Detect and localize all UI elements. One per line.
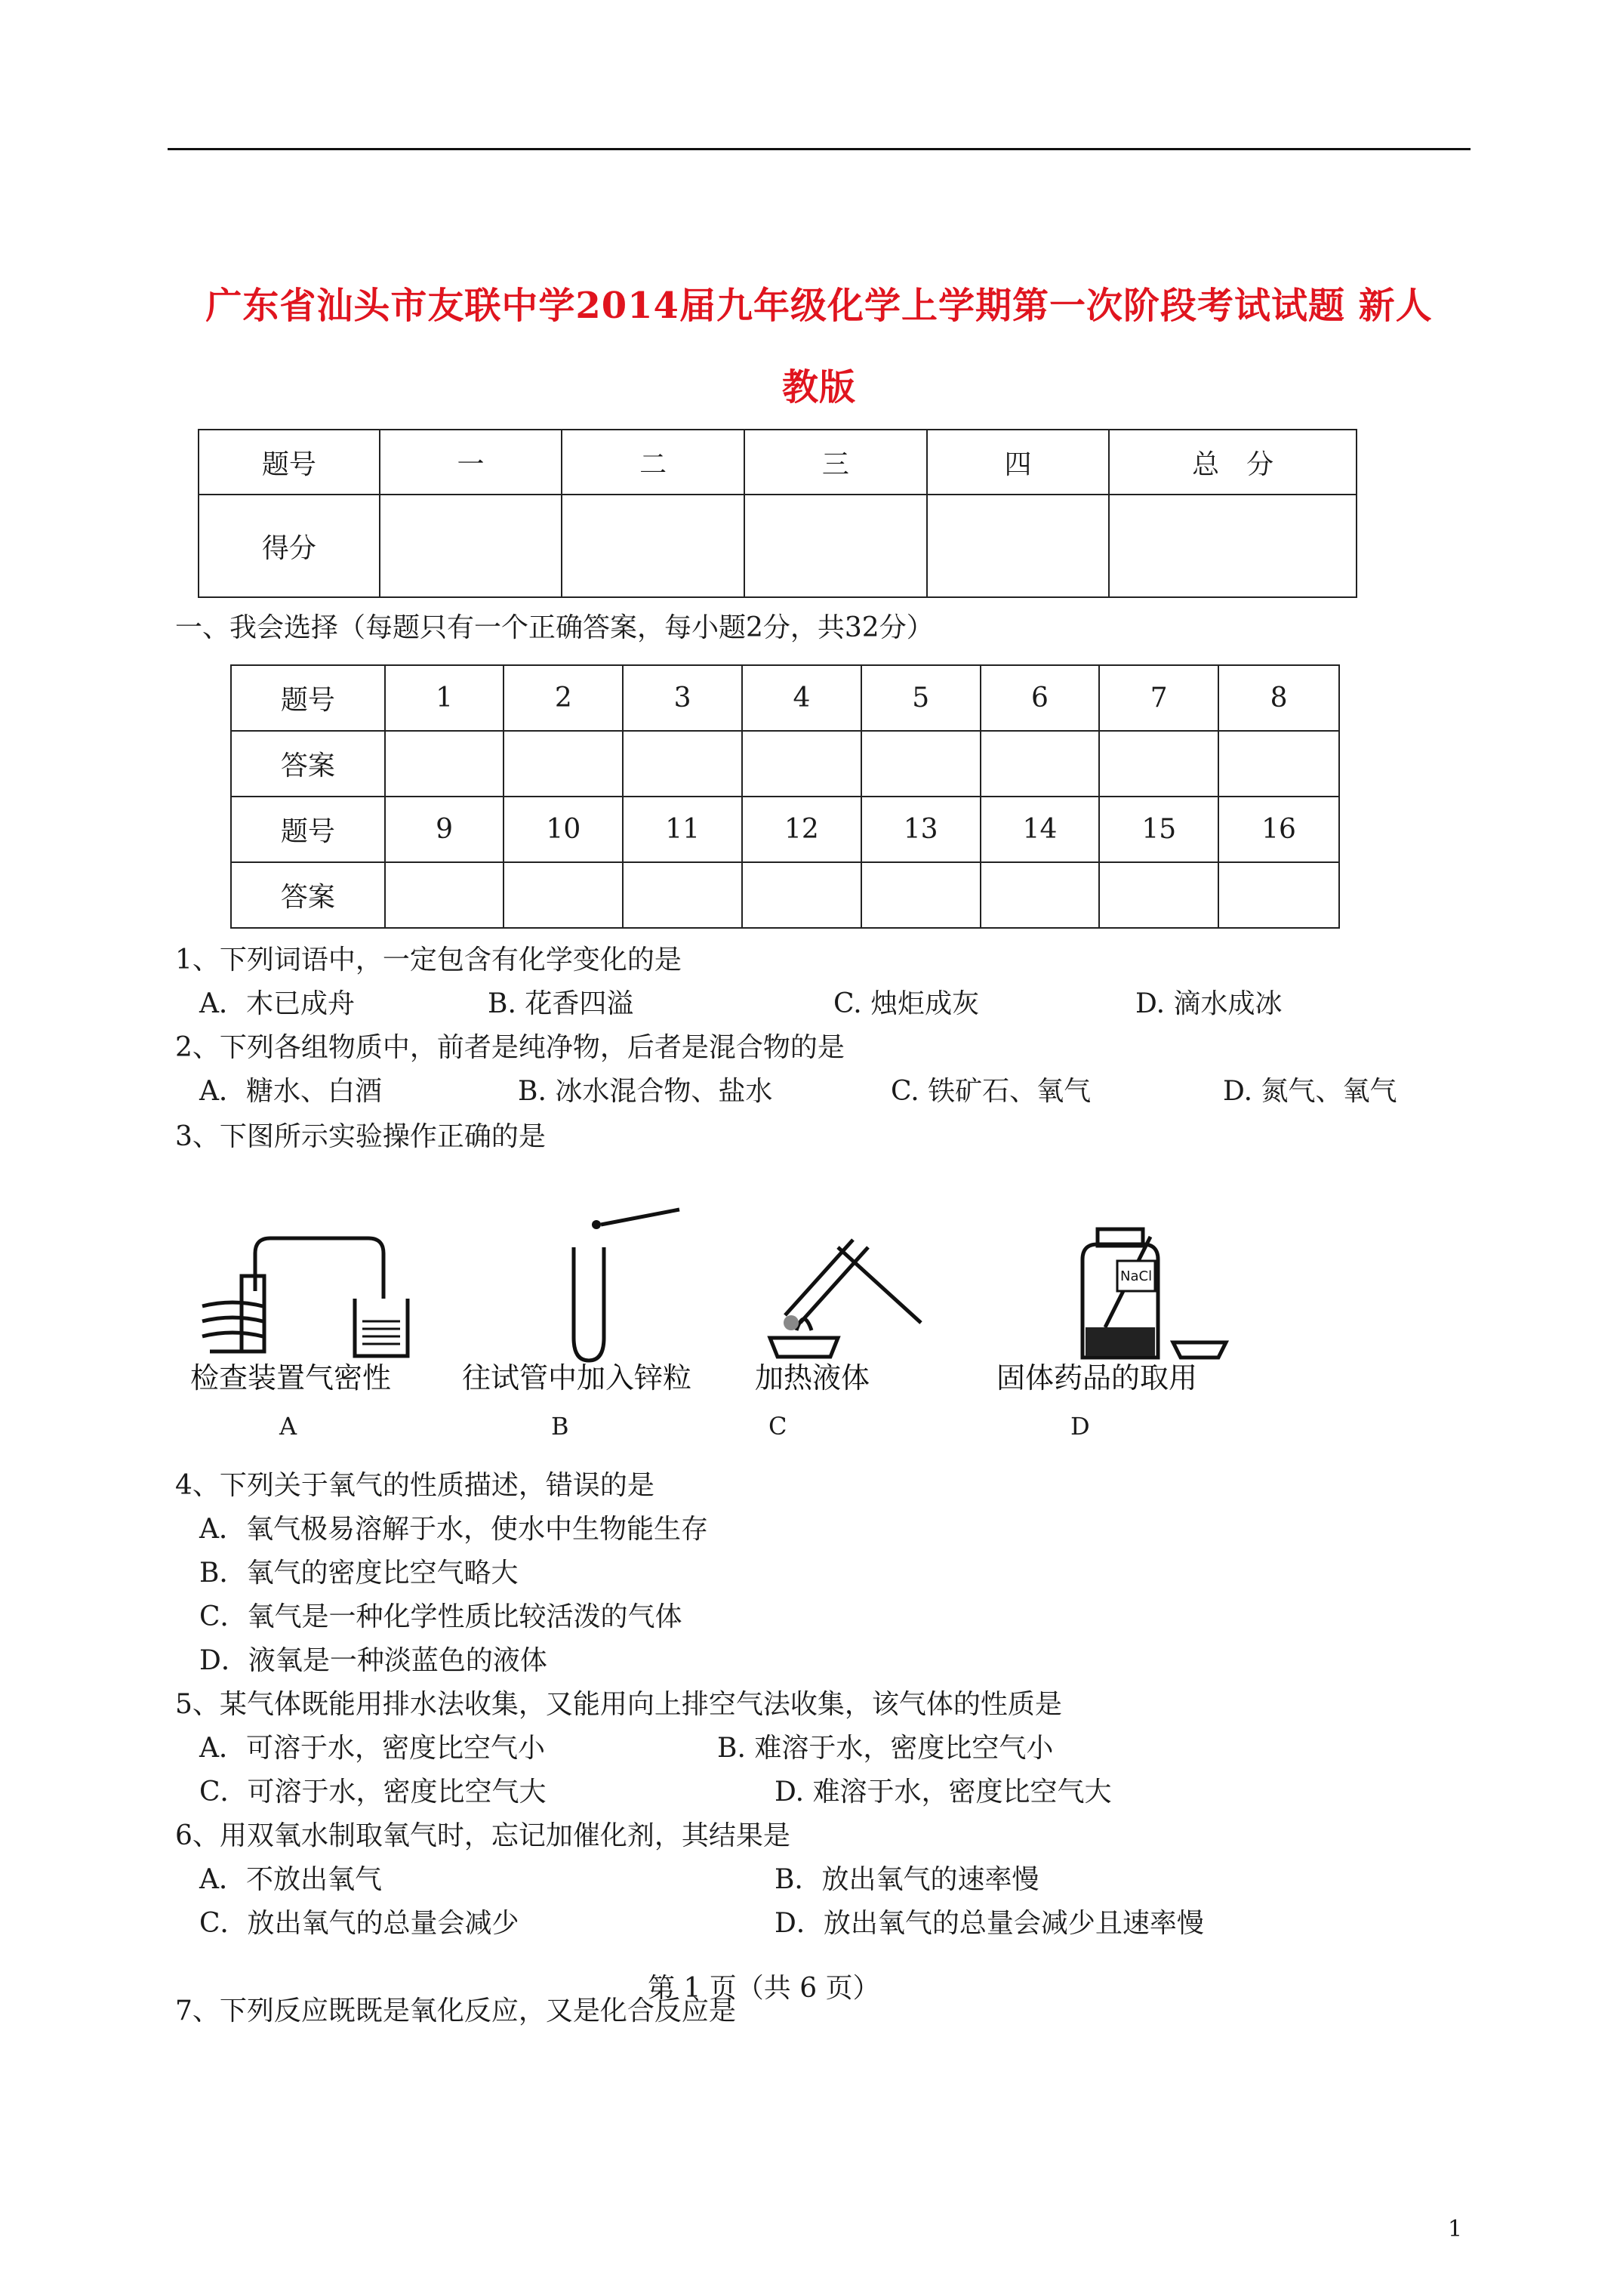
q6-stem: 6、用双氧水制取氧气时，忘记加催化剂，其结果是 [175, 1820, 790, 1851]
answer-row-label: 答案 [231, 862, 385, 928]
q6-option-c: C．放出氧气的总量会减少 [199, 1908, 519, 1939]
header-rule [168, 148, 1471, 150]
figure-a-airtightness-check [187, 1208, 414, 1359]
question-number-cell: 4 [742, 665, 861, 731]
page-title-line1: 广东省汕头市友联中学2014届九年级化学上学期第一次阶段考试试题 新人 [205, 285, 1433, 327]
question-number-cell: 9 [385, 797, 504, 862]
q6-option-a: A．不放出氧气 [199, 1864, 382, 1895]
score-header-cell: 题号 [199, 430, 380, 495]
question-number-cell: 14 [981, 797, 1100, 862]
question-number-cell: 10 [504, 797, 623, 862]
q2-option-a: A．糖水、白酒 [199, 1076, 382, 1107]
answer-cell[interactable] [504, 731, 623, 797]
answer-cell[interactable] [742, 731, 861, 797]
answer-cell[interactable] [1099, 731, 1218, 797]
figure-d-letter: D [1070, 1412, 1090, 1441]
question-number-cell: 5 [861, 665, 981, 731]
question-number-cell: 7 [1099, 665, 1218, 731]
question-number-cell: 3 [623, 665, 742, 731]
score-header-cell: 三 [744, 430, 927, 495]
q1-option-d: D. 滴水成冰 [1135, 988, 1283, 1019]
q4-option-b: B．氧气的密度比空气略大 [199, 1558, 519, 1589]
q1-option-b: B. 花香四溢 [488, 988, 634, 1019]
question-number-cell: 15 [1099, 797, 1218, 862]
q4-option-d: D．液氧是一种淡蓝色的液体 [199, 1645, 547, 1676]
question-number-cell: 11 [623, 797, 742, 862]
answer-cell[interactable] [1218, 862, 1339, 928]
figure-d-solid-reagent [1060, 1214, 1241, 1365]
answer-cell[interactable] [981, 731, 1100, 797]
page-footer-label: 第 1 页（共 6 页） [648, 1973, 880, 2004]
figure-c-heating-liquid [755, 1217, 936, 1361]
section1-heading: 一、我会选择（每题只有一个正确答案，每小题2分，共32分） [175, 612, 934, 643]
score-cell[interactable] [1109, 495, 1357, 597]
question-number-cell: 6 [981, 665, 1100, 731]
answer-row-label: 题号 [231, 797, 385, 862]
answer-cell[interactable] [385, 862, 504, 928]
figure-b-letter: B [551, 1412, 569, 1441]
score-row-label: 得分 [199, 495, 380, 597]
question-number-cell: 16 [1218, 797, 1339, 862]
q1-option-c: C. 烛炬成灰 [833, 988, 980, 1019]
answer-cell[interactable] [742, 862, 861, 928]
answer-cell[interactable] [861, 731, 981, 797]
figure-b-caption: 往试管中加入锌粒 [462, 1361, 692, 1395]
answer-row-label: 答案 [231, 731, 385, 797]
q4-option-c: C．氧气是一种化学性质比较活泼的气体 [199, 1601, 682, 1632]
answer-row-label: 题号 [231, 665, 385, 731]
answer-cell[interactable] [1218, 731, 1339, 797]
figure-a-letter: A [279, 1412, 297, 1441]
score-cell[interactable] [562, 495, 744, 597]
q1-option-a: A．木已成舟 [199, 988, 355, 1019]
score-cell[interactable] [380, 495, 562, 597]
figure-a-caption: 检查装置气密性 [190, 1361, 392, 1395]
answer-table [230, 664, 1340, 929]
page-number: 1 [1448, 2216, 1463, 2242]
figure-c-letter: C [768, 1412, 787, 1441]
answer-cell[interactable] [623, 731, 742, 797]
q2-option-c: C. 铁矿石、氧气 [891, 1076, 1092, 1107]
q6-option-d: D．放出氧气的总量会减少且速率慢 [775, 1908, 1204, 1939]
q6-option-b: B．放出氧气的速率慢 [775, 1864, 1039, 1895]
q5-option-a: A．可溶于水，密度比空气小 [199, 1733, 545, 1764]
question-number-cell: 12 [742, 797, 861, 862]
q7-stem: 7、下列反应既既是氧化反应，又是化合反应是 [175, 1996, 736, 2026]
q5-option-c: C．可溶于水，密度比空气大 [199, 1777, 547, 1808]
q3-stem: 3、下图所示实验操作正确的是 [175, 1121, 546, 1152]
figure-c-caption: 加热液体 [755, 1361, 870, 1395]
score-cell[interactable] [744, 495, 927, 597]
score-cell[interactable] [927, 495, 1110, 597]
score-table [198, 429, 1357, 598]
score-header-cell: 一 [380, 430, 562, 495]
question-number-cell: 8 [1218, 665, 1339, 731]
figure-b-add-zinc-granules [528, 1202, 694, 1368]
question-number-cell: 2 [504, 665, 623, 731]
nacl-label: NaCl [1120, 1268, 1153, 1284]
q5-option-b: B. 难溶于水，密度比空气小 [717, 1733, 1054, 1764]
q5-stem: 5、某气体既能用排水法收集，又能用向上排空气法收集，该气体的性质是 [175, 1689, 1062, 1720]
score-header-cell: 四 [927, 430, 1110, 495]
score-header-cell: 总 分 [1109, 430, 1357, 495]
answer-cell[interactable] [623, 862, 742, 928]
figure-d-caption: 固体药品的取用 [996, 1361, 1198, 1395]
question-number-cell: 1 [385, 665, 504, 731]
page-title-line2: 教版 [781, 366, 856, 408]
answer-cell[interactable] [504, 862, 623, 928]
q2-option-d: D. 氮气、氧气 [1223, 1076, 1397, 1107]
answer-cell[interactable] [1099, 862, 1218, 928]
q2-stem: 2、下列各组物质中，前者是纯净物，后者是混合物的是 [175, 1032, 845, 1063]
q4-stem: 4、下列关于氧气的性质描述，错误的是 [175, 1470, 654, 1501]
q2-option-b: B. 冰水混合物、盐水 [518, 1076, 773, 1107]
question-number-cell: 13 [861, 797, 981, 862]
answer-cell[interactable] [981, 862, 1100, 928]
q1-stem: 1、下列词语中，一定包含有化学变化的是 [175, 945, 682, 975]
q5-option-d: D. 难溶于水，密度比空气大 [775, 1777, 1112, 1808]
answer-cell[interactable] [861, 862, 981, 928]
score-header-cell: 二 [562, 430, 744, 495]
answer-cell[interactable] [385, 731, 504, 797]
q4-option-a: A．氧气极易溶解于水，使水中生物能生存 [199, 1514, 708, 1545]
